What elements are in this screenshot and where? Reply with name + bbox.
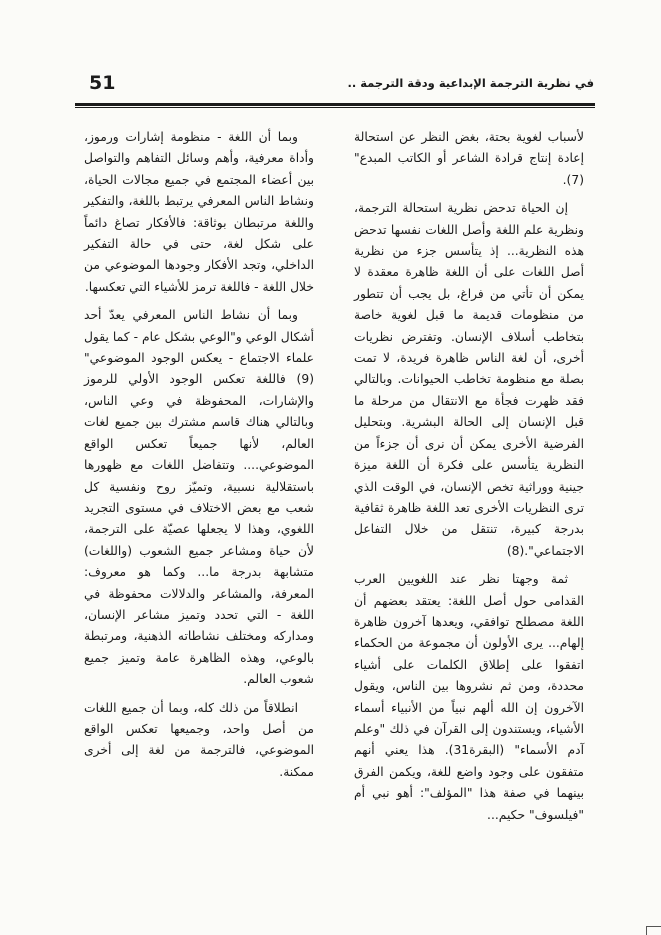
left-column: [84, 127, 314, 783]
paragraph: ثمة وجهتا نظر عند اللغويين العرب القدامى حول أصل اللغة: يعتقد بعضهم أن اللغة مصطلح توافقي، ويعدها آخرون ظاهرة إلهام... يرى الأولون أن مجموعة من الحكماء اتفقوا على إطلاق الكلمات على أشياء محددة، ومن ثم نشروها بين الناس، ويقول الآخرون إن الله ألهم نبياً من الأنبياء أسماء الأشياء، ويستندون إلى القرآن في ذلك "وعلم آدم الأسماء" (البقرة31). هذا يعني أنهم متفقون على وجود واضع للغة، ويكمن الفرق بينهما في صفة هذا "المؤلف": أهو نبي أم "فيلسوف" حكيم...: [354, 572, 584, 822]
paragraph: إن الحياة تدحض نظرية استحالة الترجمة، ونظرية علم اللغة وأصل اللغات نفسها تدحض هذه النظرية... إذ يتأسس جزء من نظرية أصل اللغات على أن اللغة ظاهرة معقدة لا يمكن أن تأتي من فراغ، بل يجب أن تتطور من منظومات قديمة ما قبل لغوية خاصة بتخاطب أسلاف الإنسان. وتفترض نظريات أخرى، أن لغة الناس ظاهرة فريدة، لا تمت بصلة مع منظومة تخاطب الحيوانات. وبالتالي فقد ظهرت فجأة مع الانتقال من مرحلة ما قبل الإنسان إلى الحالة البشرية. وبتحليل الفرضية الأخرى يمكن أن نرى أن جزءاً من النظرية يتأسس على فكرة أن اللغة ميزة جينية ووراثية تخص الإنسان، في الوقت الذي ترى النظريات الأخرى تعد اللغة ظاهرة ثقافية بدرجة كبيرة، تنتقل من خلال التفاعل الاجتماعي".(8): [354, 201, 584, 558]
paragraph: انطلاقاً من ذلك كله، وبما أن جميع اللغات من أصل واحد، وجميعها تعكس الواقع الموضوعي، فالترجمة من لغة إلى أخرى ممكنة.: [84, 700, 314, 779]
running-title: في نظرية الترجمة الإبداعية ودقة الترجمة ..: [347, 76, 594, 90]
page-corner-mark: [646, 926, 661, 935]
header-rule: [75, 103, 595, 106]
right-column: [354, 127, 584, 826]
paragraph: لأسباب لغوية بحتة، بغض النظر عن استحالة إعادة إنتاج قرادة الشاعر أو الكاتب المبدع"(7).: [354, 130, 584, 187]
header-rule-thin: [75, 107, 595, 108]
page-number: 51: [89, 72, 116, 94]
paragraph: وبما أن اللغة - منظومة إشارات ورموز، وأداة معرفية، وأهم وسائل التفاهم والتواصل بين أعضاء المجتمع في جميع مجالات الحياة، ونشاط الناس المعرفي يرتبط باللغة، والتفكير واللغة مرتبطان بوثاقة: فالأفكار تصاغ دائماً على شكل لغة، حتى في حالة التفكير الداخلي، وتجد الأفكار وجودها الموضوعي من خلال اللغة - فاللغة ترمز للأشياء التي تعكسها.: [84, 130, 314, 294]
paragraph: وبما أن نشاط الناس المعرفي يعدّ أحد أشكال الوعي و"الوعي بشكل عام - كما يقول علماء الاجتماع - يعكس الوجود الموضوعي"(9) فاللغة تعكس الوجود الأولي للرموز والإشارات، المحفوظة في وعي الناس، وبالتالي هناك قاسم مشترك بين جميع لغات العالم، لأنها جميعاً تعكس الواقع الموضوعي.... وتتفاضل اللغات مع ظهورها باستقلالية نسبية، وتميّز روح ونفسية كل شعب مع بعض الاختلاف في مستوى التجريد اللغوي، وهذا لا يجعلها عصيّة على الترجمة، لأن حياة ومشاعر جميع الشعوب (واللغات) متشابهة بدرجة ما... وكما هو معروف: المعرفة، والمشاعر والدلالات محفوظة في اللغة - التي تحدد وتميز مشاعر الإنسان، ومداركه ومختلف نشاطاته الذهنية، ومرتبطة بالوعي، وهذه الظاهرة عامة وتميز جميع شعوب العالم.: [84, 308, 314, 687]
page-header: [75, 70, 598, 106]
